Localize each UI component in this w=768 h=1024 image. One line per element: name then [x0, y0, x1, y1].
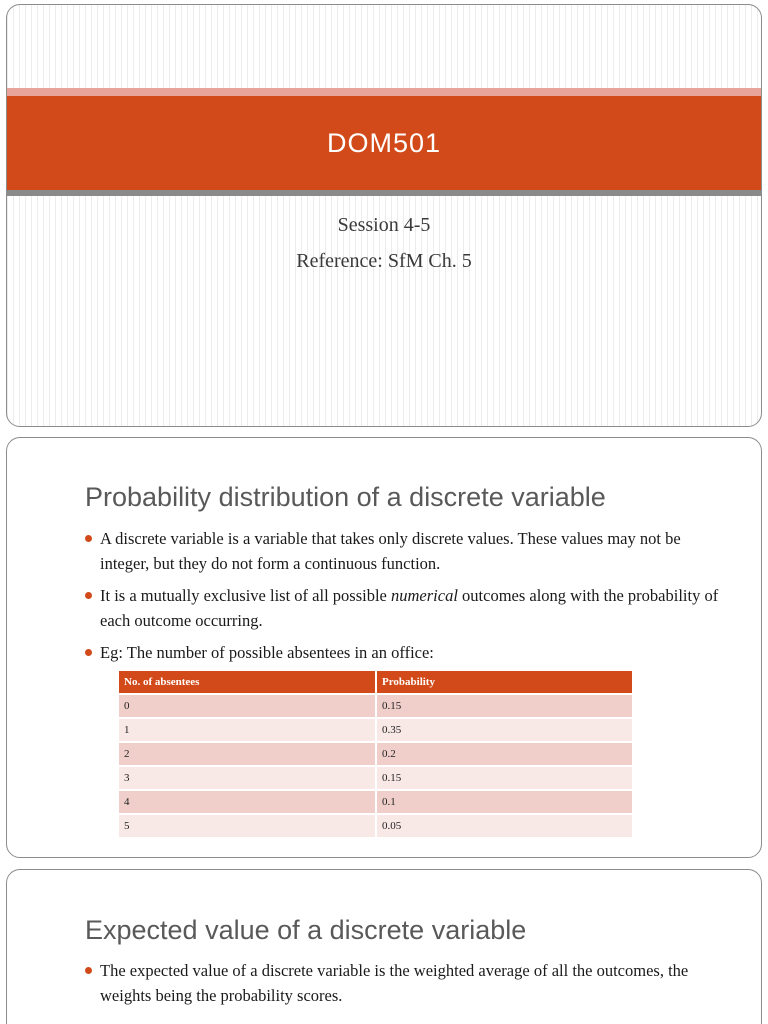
header-absentees: No. of absentees [119, 671, 376, 694]
cell-absentees: 1 [119, 718, 376, 742]
bullet-list [85, 958, 721, 1015]
cell-absentees: 4 [119, 790, 376, 814]
table-row [119, 694, 632, 718]
bullet-text-emphasis: numerical [391, 586, 458, 605]
table-header-row [119, 671, 632, 694]
bullet-list [85, 526, 721, 672]
slide-heading: Expected value of a discrete variable [85, 915, 527, 945]
cell-absentees: 5 [119, 814, 376, 838]
bullet-dot-icon [85, 592, 92, 599]
table-row [119, 790, 632, 814]
bullet-item [85, 526, 721, 576]
title-band-top-stripe [7, 88, 761, 96]
distribution-table-container [119, 671, 632, 839]
subtitle-session: Session 4-5 [337, 214, 431, 236]
table-row [119, 718, 632, 742]
cell-absentees: 0 [119, 694, 376, 718]
header-probability: Probability [376, 671, 632, 694]
bullet-item [85, 583, 721, 633]
cell-probability: 0.2 [376, 742, 632, 766]
subtitle-reference: Reference: SfM Ch. 5 [296, 250, 472, 272]
title-band [7, 96, 761, 190]
bullet-dot-icon [85, 649, 92, 656]
cell-probability: 0.05 [376, 814, 632, 838]
cell-absentees: 3 [119, 766, 376, 790]
bullet-text: Eg: The number of possible absentees in an office: [100, 643, 434, 662]
bullet-dot-icon [85, 967, 92, 974]
slide-heading: Probability distribution of a discrete variable [85, 482, 606, 512]
probability-distribution-slide [6, 437, 762, 858]
distribution-table [119, 671, 632, 839]
cell-probability: 0.35 [376, 718, 632, 742]
cell-probability: 0.15 [376, 766, 632, 790]
bullet-item [85, 958, 721, 1008]
table-row [119, 766, 632, 790]
table-row [119, 742, 632, 766]
bullet-item [85, 640, 721, 665]
bullet-text: A discrete variable is a variable that takes only discrete values. These values may not be integer, but they do not form a continuous function. [100, 529, 681, 573]
cell-probability: 0.1 [376, 790, 632, 814]
slide-title: DOM501 [326, 127, 442, 158]
bullet-text: The expected value of a discrete variable is the weighted average of all the outcomes, the weights being the probability scores. [100, 961, 689, 1005]
expected-value-slide [6, 869, 762, 1024]
bullet-text-before: It is a mutually exclusive list of all possible [100, 586, 391, 605]
bullet-text-after: outcomes along with the probability of each outcome occurring. [100, 586, 719, 630]
cell-absentees: 2 [119, 742, 376, 766]
bullet-dot-icon [85, 535, 92, 542]
table-row [119, 814, 632, 838]
cell-probability: 0.15 [376, 694, 632, 718]
slide-subtitle [7, 207, 761, 279]
title-band-bottom-stripe [7, 190, 761, 196]
title-slide [6, 4, 762, 427]
